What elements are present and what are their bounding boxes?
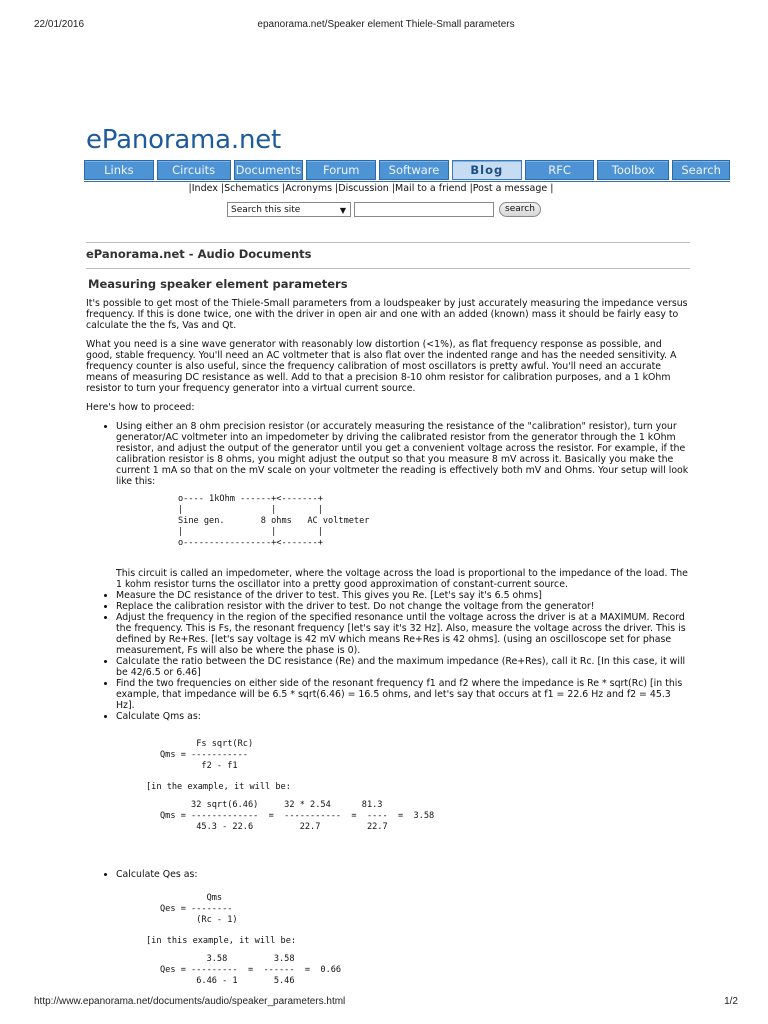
nav-blog[interactable]: Blog: [452, 160, 522, 180]
list-item: [116, 869, 690, 987]
qms-example-label: [in the example, it will be:: [146, 782, 291, 792]
qes-formula: Qms Qes = -------- (Rc - 1): [160, 893, 238, 925]
subnav-acronyms[interactable]: Acronyms: [285, 183, 333, 194]
section-title: ePanorama.net - Audio Documents: [86, 247, 312, 261]
print-header: [34, 19, 738, 33]
search-input[interactable]: [354, 202, 494, 217]
print-url: http://www.epanorama.net/documents/audio/speaker_parameters.html: [34, 996, 346, 1007]
section-divider: [86, 242, 690, 243]
site-logo[interactable]: ePanorama.net: [86, 125, 282, 155]
subnav-discussion[interactable]: Discussion: [338, 183, 389, 194]
subnav-index[interactable]: Index: [191, 183, 218, 194]
dropdown-arrow-icon: ▼: [339, 206, 346, 215]
main-nav: [84, 160, 730, 180]
qms-formula: Fs sqrt(Rc) Qms = ----------- f2 - f1: [160, 739, 254, 771]
print-page-number: 1/2: [724, 996, 738, 1007]
nav-forum[interactable]: Forum: [306, 160, 376, 180]
qes-example-label: [in this example, it will be:: [146, 936, 297, 946]
qes-example: 3.58 3.58 Qes = --------- = ------ = 0.66 6.46 - 1 5.46: [160, 954, 342, 986]
list-item: • Adjust the frequency in the region of the specified resonance until the voltage across the driver is at a MAXIMUM. Record the frequency. This is Fs, the resonant frequency [let's say it's 32 Hz]. Also, measure the voltage across the driver. This is defined by Re+Res. [let's say voltage is 42 mV which means Re+Res is 42 ohms]. (using an oscilloscope set for phase measurement, Fs will also be where the phase is 0).: [116, 612, 690, 656]
list-item: • Measure the DC resistance of the driver to test. This gives you Re. [Let's say it's 6.5 ohms]: [116, 590, 690, 601]
procedure-steps: [86, 421, 690, 987]
nav-divider: [84, 181, 730, 182]
calc-qes-label: • Calculate Qes as:: [116, 869, 198, 880]
title-divider: [86, 268, 690, 269]
nav-software[interactable]: Software: [379, 160, 449, 180]
subnav-post-message[interactable]: Post a message: [472, 183, 548, 194]
print-page-title: epanorama.net/Speaker element Thiele-Small parameters: [257, 19, 515, 30]
sub-navigation: |Index |Schematics |Acronyms |Discussion |Mail to a friend |Post a message |: [188, 183, 554, 194]
nav-documents[interactable]: Documents: [234, 160, 304, 180]
list-item: • Find the two frequencies on either side of the resonant frequency f1 and f2 where the impedance is Re * sqrt(Rc) [in this example, that impedance will be 6.5 * sqrt(6.46) = 16.5 ohms, and let's say that occurs at f1 = 22.6 Hz and f2 = 45.3 Hz].: [116, 678, 690, 711]
list-item: [116, 421, 690, 590]
list-item: • Replace the calibration resistor with the driver to test. Do not change the voltage from the generator!: [116, 601, 690, 612]
nav-links[interactable]: Links: [84, 160, 154, 180]
article-title: Measuring speaker element parameters: [88, 277, 348, 291]
search-scope-value: Search this site: [231, 205, 301, 215]
list-item: [116, 711, 690, 833]
calc-qms-label: • Calculate Qms as:: [116, 711, 201, 722]
nav-circuits[interactable]: Circuits: [157, 160, 231, 180]
subnav-schematics[interactable]: Schematics: [224, 183, 279, 194]
equipment-paragraph: What you need is a sine wave generator with reasonably low distortion (<1%), as flat frequency response as possible, and good, stable frequency. You'll need an AC voltmeter that is also flat over the indented range and has the needed sensitivity. A frequency counter is also useful, since the frequency calibration of most oscillators is pretty awful. You'll need an accurate means of measuring DC resistance as well. Add to that a precision 8-10 ohm resistor for calibration purposes, and a 1 kOhm resistor to turn your frequency generator into a virtual current source.: [86, 339, 677, 394]
print-footer: [34, 996, 738, 1010]
circuit-note: This circuit is called an impedometer, where the voltage across the load is proportional to the impedance of the load. The 1 kohm resistor turns the oscillator into a pretty good approximation of constant-current source.: [116, 568, 688, 590]
search-scope-select[interactable]: [227, 202, 351, 217]
nav-search[interactable]: Search: [672, 160, 730, 180]
impedometer-circuit-diagram: o---- 1kOhm ------+<-------+ | | | Sine gen. 8 ohms AC voltmeter | | | o-----------------+<-------+: [178, 494, 370, 548]
procedure-intro: Here's how to proceed:: [86, 402, 195, 413]
search-button[interactable]: search: [499, 202, 541, 217]
subnav-mail-friend[interactable]: Mail to a friend: [395, 183, 467, 194]
list-item: • Calculate the ratio between the DC resistance (Re) and the maximum impedance (Re+Res), call it Rc. [In this case, it will be 42/6.5 or 6.46]: [116, 656, 690, 678]
intro-paragraph: It's possible to get most of the Thiele-Small parameters from a loudspeaker by just accurately measuring the impedance versus frequency. If this is done twice, one with the driver in open air and one with an added (known) mass it should be fairly easy to calculate the the fs, Vas and Qt.: [86, 298, 688, 331]
print-date: 22/01/2016: [34, 19, 85, 30]
article-body: [86, 298, 690, 987]
step-setup: • Using either an 8 ohm precision resistor (or accurately measuring the resistance of the "calibration" resistor), turn your generator/AC voltmeter into an impedometer by driving the calibrated resistor from the generator through the 1 kOhm resistor, and adjust the output of the generator until you get a convenient voltage across the resistor. For example, if the calibration resistor is 8 ohms, you might adjust the output so that you measure 8 mV across it. Basically you make the current 1 mA so that on the mV scale on your voltmeter the reading is effectively both mV and Ohms. Your setup will look like this:: [116, 421, 689, 487]
nav-rfc[interactable]: RFC: [525, 160, 595, 180]
nav-toolbox[interactable]: Toolbox: [597, 160, 669, 180]
qms-example: 32 sqrt(6.46) 32 * 2.54 81.3 Qms = ------------- = ----------- = ---- = 3.58 45.3 - 22.6 22.7 22.7: [160, 800, 435, 832]
